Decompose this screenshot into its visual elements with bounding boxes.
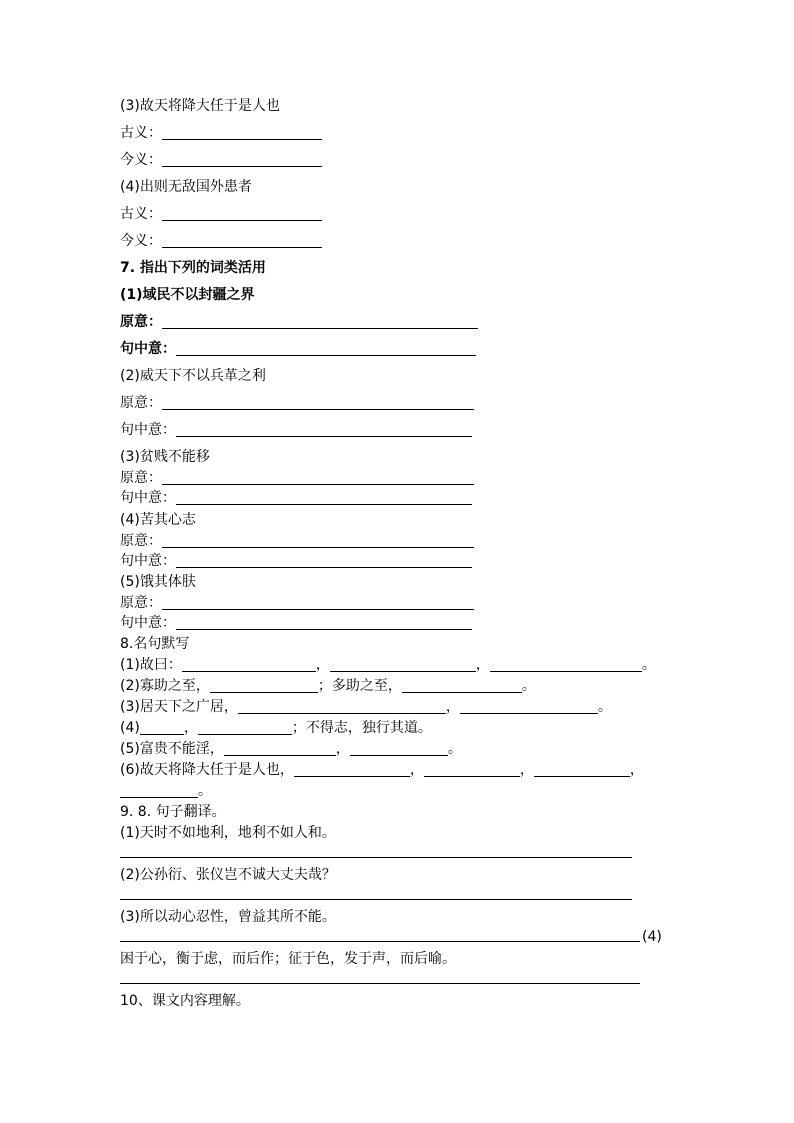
line-label: (1)故曰： xyxy=(120,657,182,673)
comma: ， xyxy=(475,657,490,673)
ju-label: 句中意： xyxy=(120,341,176,357)
gu-label: 古义： xyxy=(120,206,162,222)
s9-q4: 困于心，衡于虑，而后作；征于色，发于声，而后喻。 xyxy=(120,951,456,967)
answer-blank[interactable] xyxy=(176,553,472,568)
semicolon: ； xyxy=(291,720,306,736)
answer-line[interactable] xyxy=(120,941,640,942)
answer-blank[interactable] xyxy=(294,762,410,777)
line-text: 不得志，独行其道。 xyxy=(305,720,432,736)
comma: ， xyxy=(183,720,198,736)
period: 。 xyxy=(447,741,462,757)
s6-item-4-jin xyxy=(120,232,322,250)
s6-item-3-title: (3)故天将降大任于是人也 xyxy=(120,98,280,114)
s6-item-4-title: (4)出则无敌国外患者 xyxy=(120,179,252,195)
s7-item-3-title: (3)贫贱不能移 xyxy=(120,449,210,465)
yuan-label: 原意： xyxy=(120,314,162,330)
ju-label: 句中意： xyxy=(120,553,176,569)
s7-item-2-yuan xyxy=(120,394,474,412)
answer-blank[interactable] xyxy=(198,720,292,735)
line-label: (4) xyxy=(120,720,140,736)
period: 。 xyxy=(597,699,612,715)
answer-blank[interactable] xyxy=(460,699,598,714)
answer-blank[interactable] xyxy=(162,395,474,410)
answer-blank[interactable] xyxy=(162,533,474,548)
s8-line-3 xyxy=(120,698,612,716)
s7-item-3-ju xyxy=(120,489,472,507)
s7-item-5-title: (5)饿其体肤 xyxy=(120,574,196,590)
answer-blank[interactable] xyxy=(162,595,474,610)
s8-line-6-cont xyxy=(120,782,212,800)
s7-item-4-title: (4)苦其心志 xyxy=(120,512,196,528)
period: 。 xyxy=(641,657,656,673)
s7-item-2-title: (2)威天下不以兵革之利 xyxy=(120,368,266,384)
answer-blank[interactable] xyxy=(140,720,184,735)
line-text: 多助之至， xyxy=(331,678,402,694)
answer-blank[interactable] xyxy=(162,125,322,140)
answer-blank[interactable] xyxy=(424,762,520,777)
answer-blank[interactable] xyxy=(402,678,522,693)
answer-blank[interactable] xyxy=(162,314,478,329)
ju-label: 句中意： xyxy=(120,422,176,438)
yuan-label: 原意： xyxy=(120,395,162,411)
comma: ， xyxy=(519,762,534,778)
s7-item-1-ju xyxy=(120,340,476,358)
jin-label: 今义： xyxy=(120,152,162,168)
answer-blank[interactable] xyxy=(176,422,472,437)
answer-blank[interactable] xyxy=(162,470,474,485)
s6-item-3-gu xyxy=(120,124,322,142)
s9-heading: 9. 8. 句子翻译。 xyxy=(120,804,226,820)
s8-line-2 xyxy=(120,677,536,695)
s8-line-6 xyxy=(120,761,644,779)
s9-q1: (1)天时不如地利，地利不如人和。 xyxy=(120,825,336,841)
answer-blank[interactable] xyxy=(176,615,472,630)
answer-line[interactable] xyxy=(120,899,632,900)
answer-blank[interactable] xyxy=(210,678,318,693)
s10-heading: 10、课文内容理解。 xyxy=(120,993,250,1009)
yuan-label: 原意： xyxy=(120,470,162,486)
answer-blank[interactable] xyxy=(162,206,322,221)
answer-blank[interactable] xyxy=(176,341,476,356)
s7-item-5-ju xyxy=(120,614,472,632)
comma: ， xyxy=(335,741,350,757)
semicolon: ； xyxy=(317,678,332,694)
period: 。 xyxy=(198,783,212,799)
answer-blank[interactable] xyxy=(534,762,630,777)
s7-item-4-yuan xyxy=(120,532,474,550)
comma: ， xyxy=(315,657,330,673)
s7-item-1-yuan xyxy=(120,313,478,331)
line-label: (3)居天下之广居， xyxy=(120,699,238,715)
answer-blank[interactable] xyxy=(182,657,316,672)
comma: ， xyxy=(629,762,644,778)
answer-blank[interactable] xyxy=(350,741,448,756)
s6-item-3-jin xyxy=(120,151,322,169)
s7-item-3-yuan xyxy=(120,469,474,487)
s7-item-1-title: (1)域民不以封疆之界 xyxy=(120,287,255,303)
answer-blank[interactable] xyxy=(176,490,472,505)
answer-blank[interactable] xyxy=(490,657,642,672)
answer-blank[interactable] xyxy=(238,699,446,714)
ju-label: 句中意： xyxy=(120,615,176,631)
s8-line-5 xyxy=(120,740,462,758)
s6-item-4-gu xyxy=(120,205,322,223)
yuan-label: 原意： xyxy=(120,595,162,611)
answer-blank[interactable] xyxy=(162,233,322,248)
answer-blank[interactable] xyxy=(120,783,198,798)
answer-blank[interactable] xyxy=(162,152,322,167)
period: 。 xyxy=(521,678,536,694)
answer-blank[interactable] xyxy=(224,741,336,756)
s7-item-5-yuan xyxy=(120,594,474,612)
ju-label: 句中意： xyxy=(120,490,176,506)
line-label: (6)故天将降大任于是人也， xyxy=(120,762,294,778)
yuan-label: 原意： xyxy=(120,533,162,549)
line-label: (2)寡助之至， xyxy=(120,678,210,694)
s9-q2: (2)公孙衍、张仪岂不诚大丈夫哉？ xyxy=(120,867,336,883)
s7-item-2-ju xyxy=(120,421,472,439)
s8-line-1 xyxy=(120,656,656,674)
s9-q4-number: (4) xyxy=(642,929,662,945)
line-label: (5)富贵不能淫， xyxy=(120,741,224,757)
jin-label: 今义： xyxy=(120,233,162,249)
answer-line[interactable] xyxy=(120,857,632,858)
answer-blank[interactable] xyxy=(330,657,476,672)
s7-item-4-ju xyxy=(120,552,472,570)
gu-label: 古义： xyxy=(120,125,162,141)
comma: ， xyxy=(409,762,424,778)
s8-line-4 xyxy=(120,719,432,737)
comma: ， xyxy=(445,699,460,715)
s9-q3: (3)所以动心忍性，曾益其所不能。 xyxy=(120,909,336,925)
answer-line[interactable] xyxy=(120,983,640,984)
s7-heading: 7. 指出下列的词类活用 xyxy=(120,260,266,276)
s8-heading: 8.名句默写 xyxy=(120,636,190,652)
